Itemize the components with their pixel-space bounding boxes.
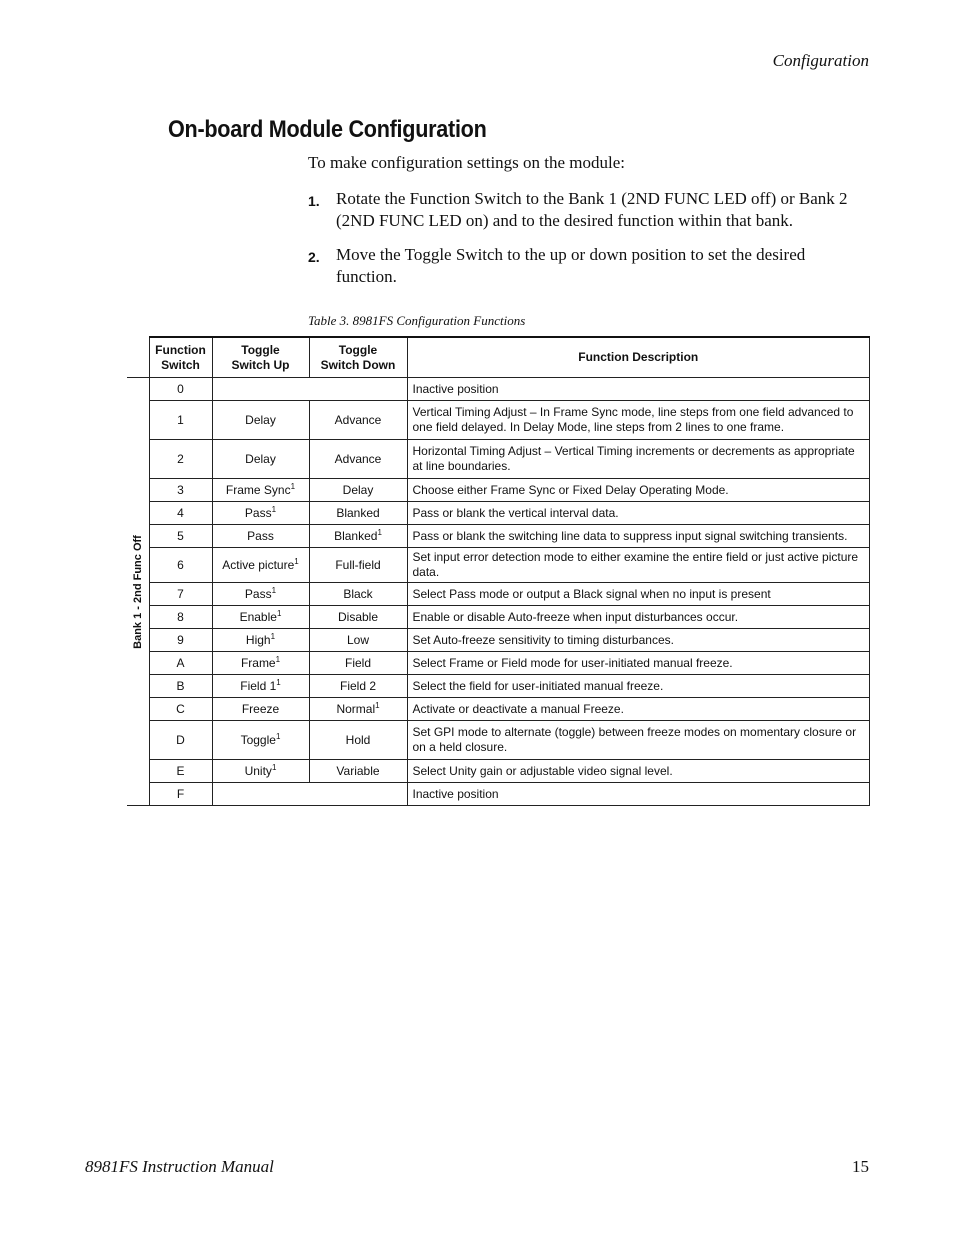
toggle-down-value: Blanked xyxy=(334,529,378,543)
header-description: Function Description xyxy=(407,337,870,378)
table-row xyxy=(127,606,870,629)
footnote-marker: 1 xyxy=(275,655,281,664)
intro-paragraph: To make configuration settings on the module: xyxy=(308,153,626,172)
toggle-down-value: Hold xyxy=(345,733,371,747)
toggle-up-value: Unity xyxy=(244,764,272,778)
toggle-up-value: Active picture xyxy=(222,558,295,572)
header-corner xyxy=(127,337,149,378)
toggle-up-cell xyxy=(212,698,309,721)
toggle-down-value: Low xyxy=(346,633,369,647)
step-number: 1. xyxy=(308,193,320,209)
table-row xyxy=(127,440,870,479)
toggle-up-cell xyxy=(212,479,309,502)
toggle-up-value: Delay xyxy=(245,452,276,466)
step-text: Move the Toggle Switch to the up or down position to set the desired function. xyxy=(336,245,806,286)
toggle-up-cell xyxy=(212,606,309,629)
function-description-cell: Set GPI mode to alternate (toggle) between freeze modes on momentary closure or on a held closure. xyxy=(407,721,870,760)
toggle-up-cell xyxy=(212,502,309,525)
toggle-down-cell xyxy=(309,548,407,583)
toggle-up-cell xyxy=(212,548,309,583)
function-switch-cell: D xyxy=(149,721,212,760)
function-switch-cell: 0 xyxy=(149,378,212,401)
toggle-down-cell xyxy=(309,440,407,479)
table-row xyxy=(127,760,870,783)
running-header: Configuration xyxy=(772,51,869,70)
function-switch-cell: F xyxy=(149,783,212,806)
function-description-cell: Inactive position xyxy=(407,378,870,401)
function-switch-cell: C xyxy=(149,698,212,721)
footnote-marker: 1 xyxy=(294,557,299,566)
function-description-cell: Inactive position xyxy=(407,783,870,806)
function-description-cell: Select Pass mode or output a Black signal when no input is present xyxy=(407,583,870,606)
function-description-cell: Select Frame or Field mode for user-initiated manual freeze. xyxy=(407,652,870,675)
footer-manual-title: 8981FS Instruction Manual xyxy=(85,1157,274,1176)
toggle-up-value: Delay xyxy=(245,413,276,427)
toggle-up-value: Enable xyxy=(239,610,277,624)
footnote-marker: 1 xyxy=(270,632,276,641)
function-description-cell: Activate or deactivate a manual Freeze. xyxy=(407,698,870,721)
toggle-down-value: Variable xyxy=(336,764,380,778)
function-switch-cell: A xyxy=(149,652,212,675)
toggle-down-value: Field xyxy=(344,656,371,670)
bank-label: Bank 1 - 2nd Func Off xyxy=(131,534,144,649)
toggle-up-value: Field 1 xyxy=(240,679,277,693)
footnote-marker: 1 xyxy=(375,701,380,710)
function-description-cell: Set Auto-freeze sensitivity to timing disturbances. xyxy=(407,629,870,652)
table-row xyxy=(127,698,870,721)
function-description-cell: Set input error detection mode to either examine the entire field or just active picture data. xyxy=(407,548,870,583)
toggle-down-value: Normal xyxy=(336,702,376,716)
toggle-down-cell xyxy=(309,583,407,606)
toggle-up-value: Frame xyxy=(240,656,276,670)
toggle-up-cell xyxy=(212,440,309,479)
header-toggle-down: Toggle Switch Down xyxy=(309,337,407,378)
toggle-down-cell xyxy=(309,675,407,698)
toggle-down-value: Field 2 xyxy=(339,679,377,693)
toggle-up-cell xyxy=(212,525,309,548)
function-switch-cell: 6 xyxy=(149,548,212,583)
table-row xyxy=(127,629,870,652)
toggle-down-value: Delay xyxy=(342,483,374,497)
toggle-down-value: Advance xyxy=(334,413,382,427)
footnote-marker: 1 xyxy=(377,528,382,537)
toggle-empty-cell xyxy=(212,783,407,806)
toggle-up-cell xyxy=(212,721,309,760)
function-description-cell: Horizontal Timing Adjust – Vertical Timing increments or decrements as appropriate at line boundaries. xyxy=(407,440,870,479)
table-row xyxy=(127,548,870,583)
function-switch-cell: 1 xyxy=(149,401,212,440)
function-switch-cell: 4 xyxy=(149,502,212,525)
function-switch-cell: 2 xyxy=(149,440,212,479)
toggle-up-value: Frame Sync xyxy=(225,483,291,497)
footnote-marker: 1 xyxy=(271,586,277,595)
toggle-down-cell xyxy=(309,525,407,548)
function-switch-cell: 5 xyxy=(149,525,212,548)
function-description-cell: Select Unity gain or adjustable video signal level. xyxy=(407,760,870,783)
toggle-down-cell xyxy=(309,721,407,760)
table-row xyxy=(127,583,870,606)
function-switch-cell: 7 xyxy=(149,583,212,606)
toggle-up-cell xyxy=(212,760,309,783)
toggle-up-value: High xyxy=(245,633,271,647)
page-title: On-board Module Configuration xyxy=(168,116,487,143)
toggle-down-cell xyxy=(309,401,407,440)
toggle-up-value: Toggle xyxy=(240,733,276,747)
toggle-up-value: Pass xyxy=(244,587,272,601)
footnote-marker: 1 xyxy=(271,763,277,772)
toggle-up-value: Pass xyxy=(247,529,274,543)
table-row xyxy=(127,721,870,760)
function-description-cell: Enable or disable Auto-freeze when input disturbances occur. xyxy=(407,606,870,629)
table-row xyxy=(127,675,870,698)
page-number: 15 xyxy=(852,1157,869,1176)
function-switch-cell: E xyxy=(149,760,212,783)
table-row xyxy=(127,479,870,502)
toggle-down-value: Black xyxy=(343,587,373,601)
toggle-down-value: Advance xyxy=(334,452,382,466)
toggle-down-cell xyxy=(309,760,407,783)
step-item xyxy=(308,188,870,232)
toggle-down-value: Full-field xyxy=(335,558,381,572)
toggle-down-value: Blanked xyxy=(336,506,380,520)
header-function-switch: Function Switch xyxy=(149,337,212,378)
function-switch-cell: 8 xyxy=(149,606,212,629)
toggle-up-cell xyxy=(212,401,309,440)
toggle-up-cell xyxy=(212,629,309,652)
step-item xyxy=(308,244,870,288)
toggle-down-cell xyxy=(309,479,407,502)
footnote-marker: 1 xyxy=(276,609,282,618)
toggle-up-value: Pass xyxy=(244,506,272,520)
footnote-marker: 1 xyxy=(271,505,277,514)
toggle-down-cell xyxy=(309,652,407,675)
table-row xyxy=(127,783,870,806)
toggle-empty-cell xyxy=(212,378,407,401)
table-caption: Table 3. 8981FS Configuration Functions xyxy=(308,313,526,328)
function-switch-cell: 3 xyxy=(149,479,212,502)
bank-label-cell xyxy=(127,378,149,806)
toggle-down-cell xyxy=(309,502,407,525)
table-row xyxy=(127,401,870,440)
footnote-marker: 1 xyxy=(275,732,281,741)
table-header-row xyxy=(127,337,870,378)
table-row xyxy=(127,378,870,401)
step-text: Rotate the Function Switch to the Bank 1 (2ND FUNC LED off) or Bank 2 (2ND FUNC LED on) and to the desired function within that bank. xyxy=(336,189,848,230)
function-description-cell: Pass or blank the switching line data to suppress input signal switching transients. xyxy=(407,525,870,548)
function-description-cell: Pass or blank the vertical interval data. xyxy=(407,502,870,525)
footnote-marker: 1 xyxy=(276,678,281,687)
function-description-cell: Select the field for user-initiated manual freeze. xyxy=(407,675,870,698)
toggle-up-cell xyxy=(212,652,309,675)
function-switch-cell: B xyxy=(149,675,212,698)
steps-list xyxy=(308,188,870,300)
toggle-up-cell xyxy=(212,675,309,698)
toggle-down-cell xyxy=(309,698,407,721)
function-description-cell: Vertical Timing Adjust – In Frame Sync mode, line steps from one field advanced to one field delayed. In Delay Mode, line steps from 2 lines to one frame. xyxy=(407,401,870,440)
step-number: 2. xyxy=(308,249,320,265)
table-row xyxy=(127,525,870,548)
footnote-marker: 1 xyxy=(290,482,296,491)
function-switch-cell: 9 xyxy=(149,629,212,652)
table-row xyxy=(127,652,870,675)
toggle-down-value: Disable xyxy=(337,610,379,624)
configuration-table xyxy=(127,336,870,806)
table-row xyxy=(127,502,870,525)
toggle-down-cell xyxy=(309,629,407,652)
toggle-up-value: Freeze xyxy=(241,702,280,716)
function-description-cell: Choose either Frame Sync or Fixed Delay Operating Mode. xyxy=(407,479,870,502)
table-body xyxy=(127,378,870,806)
toggle-down-cell xyxy=(309,606,407,629)
header-toggle-up: Toggle Switch Up xyxy=(212,337,309,378)
toggle-up-cell xyxy=(212,583,309,606)
